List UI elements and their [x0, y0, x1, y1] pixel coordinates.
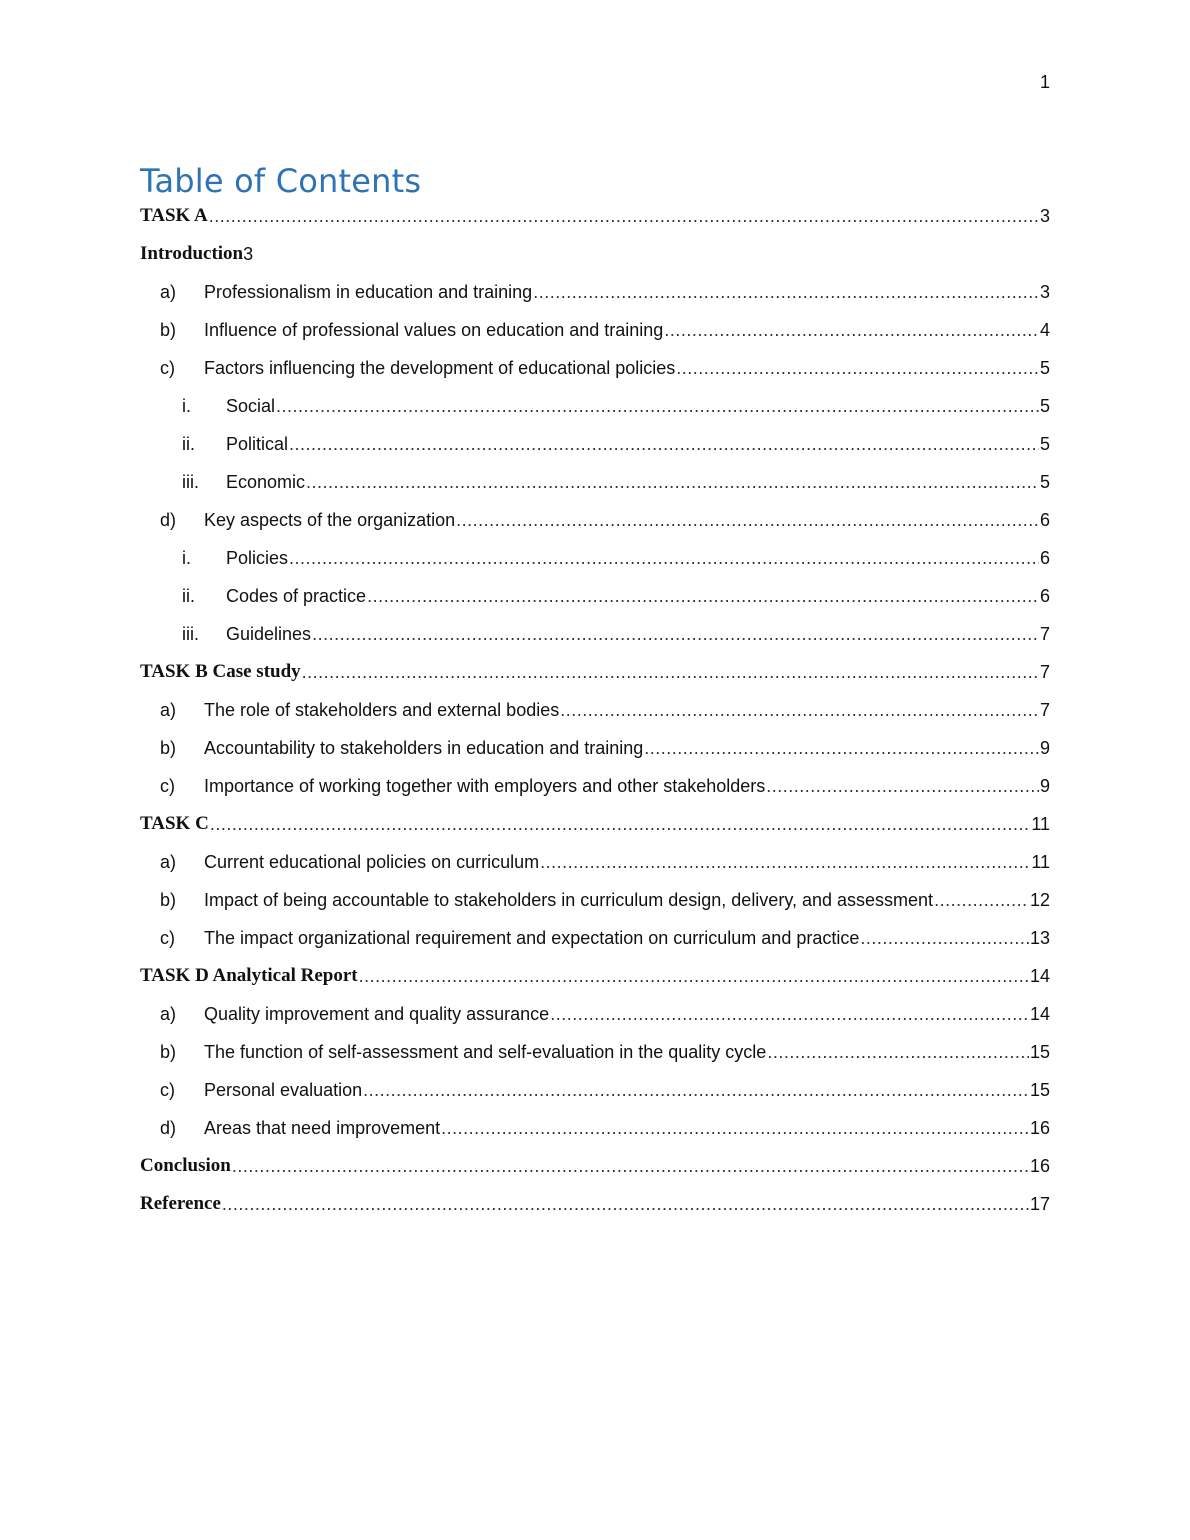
toc-entry-label: Economic — [226, 471, 306, 492]
toc-entry-page: 11 — [1031, 813, 1050, 834]
toc-entry-page: 11 — [1031, 851, 1050, 872]
toc-entry[interactable] — [140, 653, 1050, 691]
toc-entry-page: 17 — [1029, 1193, 1050, 1214]
toc-entry[interactable] — [140, 691, 1050, 729]
toc-entry-label: Policies — [226, 547, 289, 568]
toc-entry-marker: a) — [160, 699, 177, 720]
toc-dot-leader — [441, 1118, 1029, 1139]
toc-entry-page: 6 — [1039, 509, 1050, 530]
toc-entry[interactable] — [140, 615, 1050, 653]
toc-entry-label: Accountability to stakeholders in education and training — [204, 737, 644, 758]
toc-entry[interactable] — [140, 577, 1050, 615]
toc-entry-label: Areas that need improvement — [204, 1117, 441, 1138]
toc-entry[interactable] — [140, 881, 1050, 919]
toc-entry[interactable] — [140, 1147, 1050, 1185]
toc-entry-page: 3 — [1039, 281, 1050, 302]
toc-entry-marker: a) — [160, 851, 177, 872]
toc-entry-label: The impact organizational requirement and expectation on curriculum and practice — [204, 927, 860, 948]
toc-entry-page: 7 — [1039, 699, 1050, 720]
toc-dot-leader — [860, 928, 1029, 949]
toc-dot-leader — [289, 548, 1039, 569]
table-of-contents — [140, 197, 1050, 1223]
toc-entry-page: 9 — [1039, 737, 1050, 758]
toc-entry-marker: b) — [160, 889, 177, 910]
toc-entry[interactable] — [140, 501, 1050, 539]
toc-entry[interactable] — [140, 729, 1050, 767]
toc-entry[interactable] — [140, 463, 1050, 501]
toc-entry-page: 5 — [1039, 433, 1050, 454]
toc-entry-marker: b) — [160, 319, 177, 340]
toc-entry-page: 14 — [1029, 965, 1050, 986]
toc-entry-label: TASK B Case study — [140, 661, 301, 682]
toc-entry-marker: c) — [160, 1079, 175, 1100]
toc-entry[interactable] — [140, 197, 1050, 235]
toc-entry-page: 15 — [1029, 1079, 1050, 1100]
toc-entry-label: Factors influencing the development of educational policies — [204, 357, 676, 378]
toc-entry-marker: d) — [160, 1117, 177, 1138]
toc-entry-page: 3 — [1039, 205, 1050, 226]
toc-dot-leader — [359, 966, 1029, 987]
toc-dot-leader — [222, 1194, 1029, 1215]
toc-entry-page: 4 — [1039, 319, 1050, 340]
toc-entry-page: 15 — [1029, 1041, 1050, 1062]
toc-entry-label: Guidelines — [226, 623, 312, 644]
toc-entry-label: Conclusion — [140, 1155, 231, 1176]
toc-entry[interactable] — [140, 1071, 1050, 1109]
toc-entry-page: 5 — [1039, 357, 1050, 378]
toc-entry-label: Quality improvement and quality assurance — [204, 1003, 550, 1024]
toc-entry-page: 3 — [243, 243, 254, 264]
toc-entry-label: The role of stakeholders and external bodies — [204, 699, 560, 720]
toc-dot-leader — [367, 586, 1039, 607]
toc-entry[interactable] — [140, 919, 1050, 957]
toc-dot-leader — [312, 624, 1039, 645]
toc-entry-marker: c) — [160, 775, 175, 796]
toc-dot-leader — [289, 434, 1039, 455]
toc-entry-page: 12 — [1029, 889, 1050, 910]
toc-entry-page: 14 — [1029, 1003, 1050, 1024]
toc-entry-marker: d) — [160, 509, 177, 530]
toc-entry-label: TASK A — [140, 205, 208, 226]
toc-entry-label: Codes of practice — [226, 585, 367, 606]
toc-dot-leader — [934, 890, 1029, 911]
toc-entry-page: 16 — [1029, 1155, 1050, 1176]
toc-dot-leader — [540, 852, 1030, 873]
toc-entry[interactable] — [140, 387, 1050, 425]
page-number: 1 — [1039, 72, 1050, 92]
toc-entry[interactable] — [140, 957, 1050, 995]
toc-entry[interactable] — [140, 311, 1050, 349]
toc-dot-leader — [644, 738, 1039, 759]
toc-entry[interactable] — [140, 1185, 1050, 1223]
toc-dot-leader — [232, 1156, 1029, 1177]
toc-entry-label: Influence of professional values on education and training — [204, 319, 664, 340]
toc-entry-marker: iii. — [182, 471, 199, 492]
toc-entry-marker: c) — [160, 927, 175, 948]
toc-entry-page: 5 — [1039, 471, 1050, 492]
toc-entry-label: Importance of working together with employers and other stakeholders — [204, 775, 766, 796]
toc-dot-leader — [209, 206, 1039, 227]
toc-entry-label: Professionalism in education and training — [204, 281, 533, 302]
toc-dot-leader — [533, 282, 1039, 303]
toc-entry-label: TASK C — [140, 813, 209, 834]
toc-entry[interactable] — [140, 539, 1050, 577]
toc-entry-marker: a) — [160, 1003, 177, 1024]
toc-entry-marker: ii. — [182, 433, 195, 454]
toc-dot-leader — [456, 510, 1039, 531]
toc-entry-label: Personal evaluation — [204, 1079, 363, 1100]
toc-entry-label: Key aspects of the organization — [204, 509, 456, 530]
toc-entry-marker: b) — [160, 737, 177, 758]
toc-dot-leader — [276, 396, 1039, 417]
toc-dot-leader — [210, 814, 1031, 835]
toc-entry-marker: b) — [160, 1041, 177, 1062]
toc-entry[interactable] — [140, 235, 1050, 273]
toc-dot-leader — [664, 320, 1039, 341]
toc-entry[interactable] — [140, 767, 1050, 805]
toc-dot-leader — [302, 662, 1039, 683]
toc-entry-label: Social — [226, 395, 276, 416]
toc-entry-marker: iii. — [182, 623, 199, 644]
toc-entry-label: Current educational policies on curriculum — [204, 851, 540, 872]
toc-entry-label: Political — [226, 433, 289, 454]
toc-entry[interactable] — [140, 1033, 1050, 1071]
toc-dot-leader — [560, 700, 1039, 721]
toc-entry-page: 7 — [1039, 623, 1050, 644]
toc-entry-marker: ii. — [182, 585, 195, 606]
toc-entry-page: 7 — [1039, 661, 1050, 682]
toc-dot-leader — [306, 472, 1039, 493]
toc-entry-label: TASK D Analytical Report — [140, 965, 358, 986]
toc-entry-label: Impact of being accountable to stakeholders in curriculum design, delivery, and assessment — [204, 889, 934, 910]
toc-entry[interactable] — [140, 349, 1050, 387]
toc-entry-page: 5 — [1039, 395, 1050, 416]
toc-entry[interactable] — [140, 805, 1050, 843]
toc-entry-page: 16 — [1029, 1117, 1050, 1138]
toc-entry[interactable] — [140, 995, 1050, 1033]
toc-dot-leader — [766, 776, 1039, 797]
toc-entry-marker: c) — [160, 357, 175, 378]
toc-entry[interactable] — [140, 1109, 1050, 1147]
toc-dot-leader — [676, 358, 1039, 379]
toc-dot-leader — [767, 1042, 1029, 1063]
toc-entry[interactable] — [140, 425, 1050, 463]
toc-entry-page: 6 — [1039, 547, 1050, 568]
toc-entry-label: Introduction — [140, 243, 244, 264]
toc-dot-leader — [550, 1004, 1029, 1025]
toc-dot-leader — [363, 1080, 1029, 1101]
toc-entry-label: The function of self-assessment and self-evaluation in the quality cycle — [204, 1041, 767, 1062]
toc-entry[interactable] — [140, 843, 1050, 881]
toc-entry-page: 9 — [1039, 775, 1050, 796]
toc-entry-marker: i. — [182, 547, 191, 568]
toc-entry-marker: a) — [160, 281, 177, 302]
toc-entry-page: 13 — [1029, 927, 1050, 948]
page-title: Table of Contents — [140, 162, 422, 200]
toc-entry-marker: i. — [182, 395, 191, 416]
toc-entry-page: 6 — [1039, 585, 1050, 606]
toc-entry[interactable] — [140, 273, 1050, 311]
toc-entry-label: Reference — [140, 1193, 221, 1214]
